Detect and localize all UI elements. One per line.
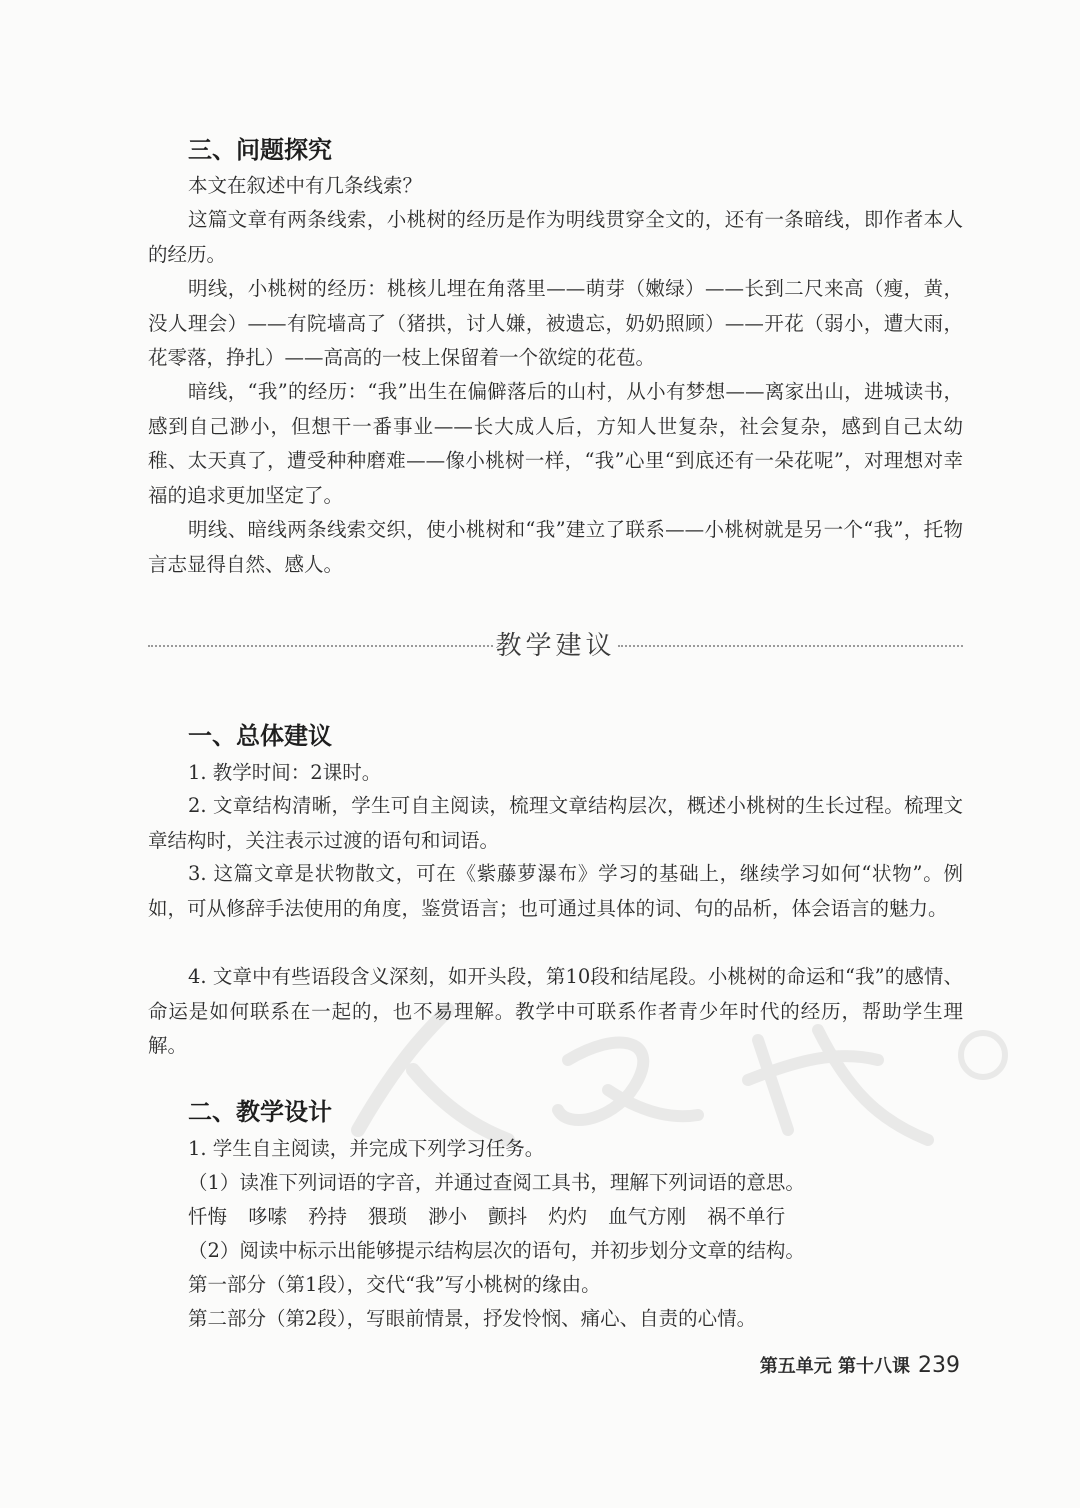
textbook-page: [148, 0, 963, 1508]
overall-item-3: 3. 这篇文章是状物散文，可在《紫藤萝瀑布》学习的基础上，继续学习如何“状物”。例如，可从修辞手法使用的角度，鉴赏语言；也可通过具体的词、句的品析，体会语言的魅力。: [148, 862, 963, 920]
vocab-word: 渺小: [428, 1205, 468, 1228]
section-heading-design: 二、教学设计: [188, 1098, 332, 1126]
banner-rule-right: [618, 645, 963, 647]
inquiry-paragraph-1: 这篇文章有两条线索，小桃树的经历是作为明线贯穿全文的，还有一条暗线，即作者本人的经历。: [148, 208, 963, 266]
inquiry-paragraph-conclusion: 明线、暗线两条线索交织，使小桃树和“我”建立了联系——小桃树就是另一个“我”，托物言志显得自然、感人。: [148, 518, 963, 576]
footer-unit-label: 第五单元 第十八课: [759, 1356, 910, 1377]
section-heading-inquiry: 三、问题探究: [188, 136, 332, 164]
section-banner: [148, 624, 963, 668]
vocab-word: 颤抖: [488, 1205, 528, 1228]
overall-item-4: 4. 文章中有些语段含义深刻，如开头段，第10段和结尾段。小桃树的命运和“我”的感情、命运是如何联系在一起的，也不易理解。教学中可联系作者青少年时代的经历，帮助学生理解。: [148, 965, 963, 1057]
design-subtask-1: （1）读准下列词语的字音，并通过查阅工具书，理解下列词语的意思。: [188, 1171, 805, 1194]
design-task-1: 1. 学生自主阅读，并完成下列学习任务。: [188, 1137, 545, 1160]
vocab-word: 猥琐: [368, 1205, 408, 1228]
vocab-word: 灼灼: [548, 1205, 588, 1228]
section-heading-overall: 一、总体建议: [188, 722, 332, 750]
design-subtask-2: （2）阅读中标示出能够提示结构层次的语句，并初步划分文章的结构。: [188, 1239, 805, 1262]
vocab-word: 祸不单行: [707, 1205, 786, 1228]
inquiry-paragraph-explicit-clue: 明线，小桃树的经历：桃核儿埋在角落里——萌芽（嫩绿）——长到二尺来高（瘦，黄，没人理会）——有院墙高了（猪拱，讨人嫌，被遗忘，奶奶照顾）——开花（弱小，遭大雨，花零落，挣扎）——高高的一枝上保留着一个欲绽的花苞。: [148, 277, 963, 369]
banner-rule-left: [148, 645, 493, 647]
overall-item-1: 1. 教学时间：2课时。: [188, 761, 382, 784]
vocab-word: 忏悔: [188, 1205, 228, 1228]
overall-item-2: 2. 文章结构清晰，学生可自主阅读，梳理文章结构层次，概述小桃树的生长过程。梳理文章结构时，关注表示过渡的语句和词语。: [148, 794, 963, 852]
inquiry-question: 本文在叙述中有几条线索？: [188, 174, 423, 197]
page-number: 239: [918, 1352, 960, 1378]
structure-part-2: 第二部分（第2段），写眼前情景，抒发怜悯、痛心、自责的心情。: [188, 1307, 757, 1330]
structure-part-1: 第一部分（第1段），交代“我”写小桃树的缘由。: [188, 1273, 601, 1296]
inquiry-paragraph-implicit-clue: 暗线，“我”的经历：“我”出生在偏僻落后的山村，从小有梦想——离家出山，进城读书，感到自己渺小，但想干一番事业——长大成人后，方知人世复杂，社会复杂，感到自己太幼稚、太天真了，遭受种种磨难——像小桃树一样，“我”心里“到底还有一朵花呢”，对理想对幸福的追求更加坚定了。: [148, 380, 963, 507]
vocabulary-list: [188, 1200, 806, 1234]
vocab-word: 血气方刚: [608, 1205, 687, 1228]
banner-title: 教学建议: [495, 631, 616, 661]
publisher-watermark: [318, 1000, 1018, 1150]
vocab-word: 矜持: [308, 1205, 348, 1228]
page-footer: [760, 1352, 960, 1378]
vocab-word: 哆嗦: [248, 1205, 288, 1228]
